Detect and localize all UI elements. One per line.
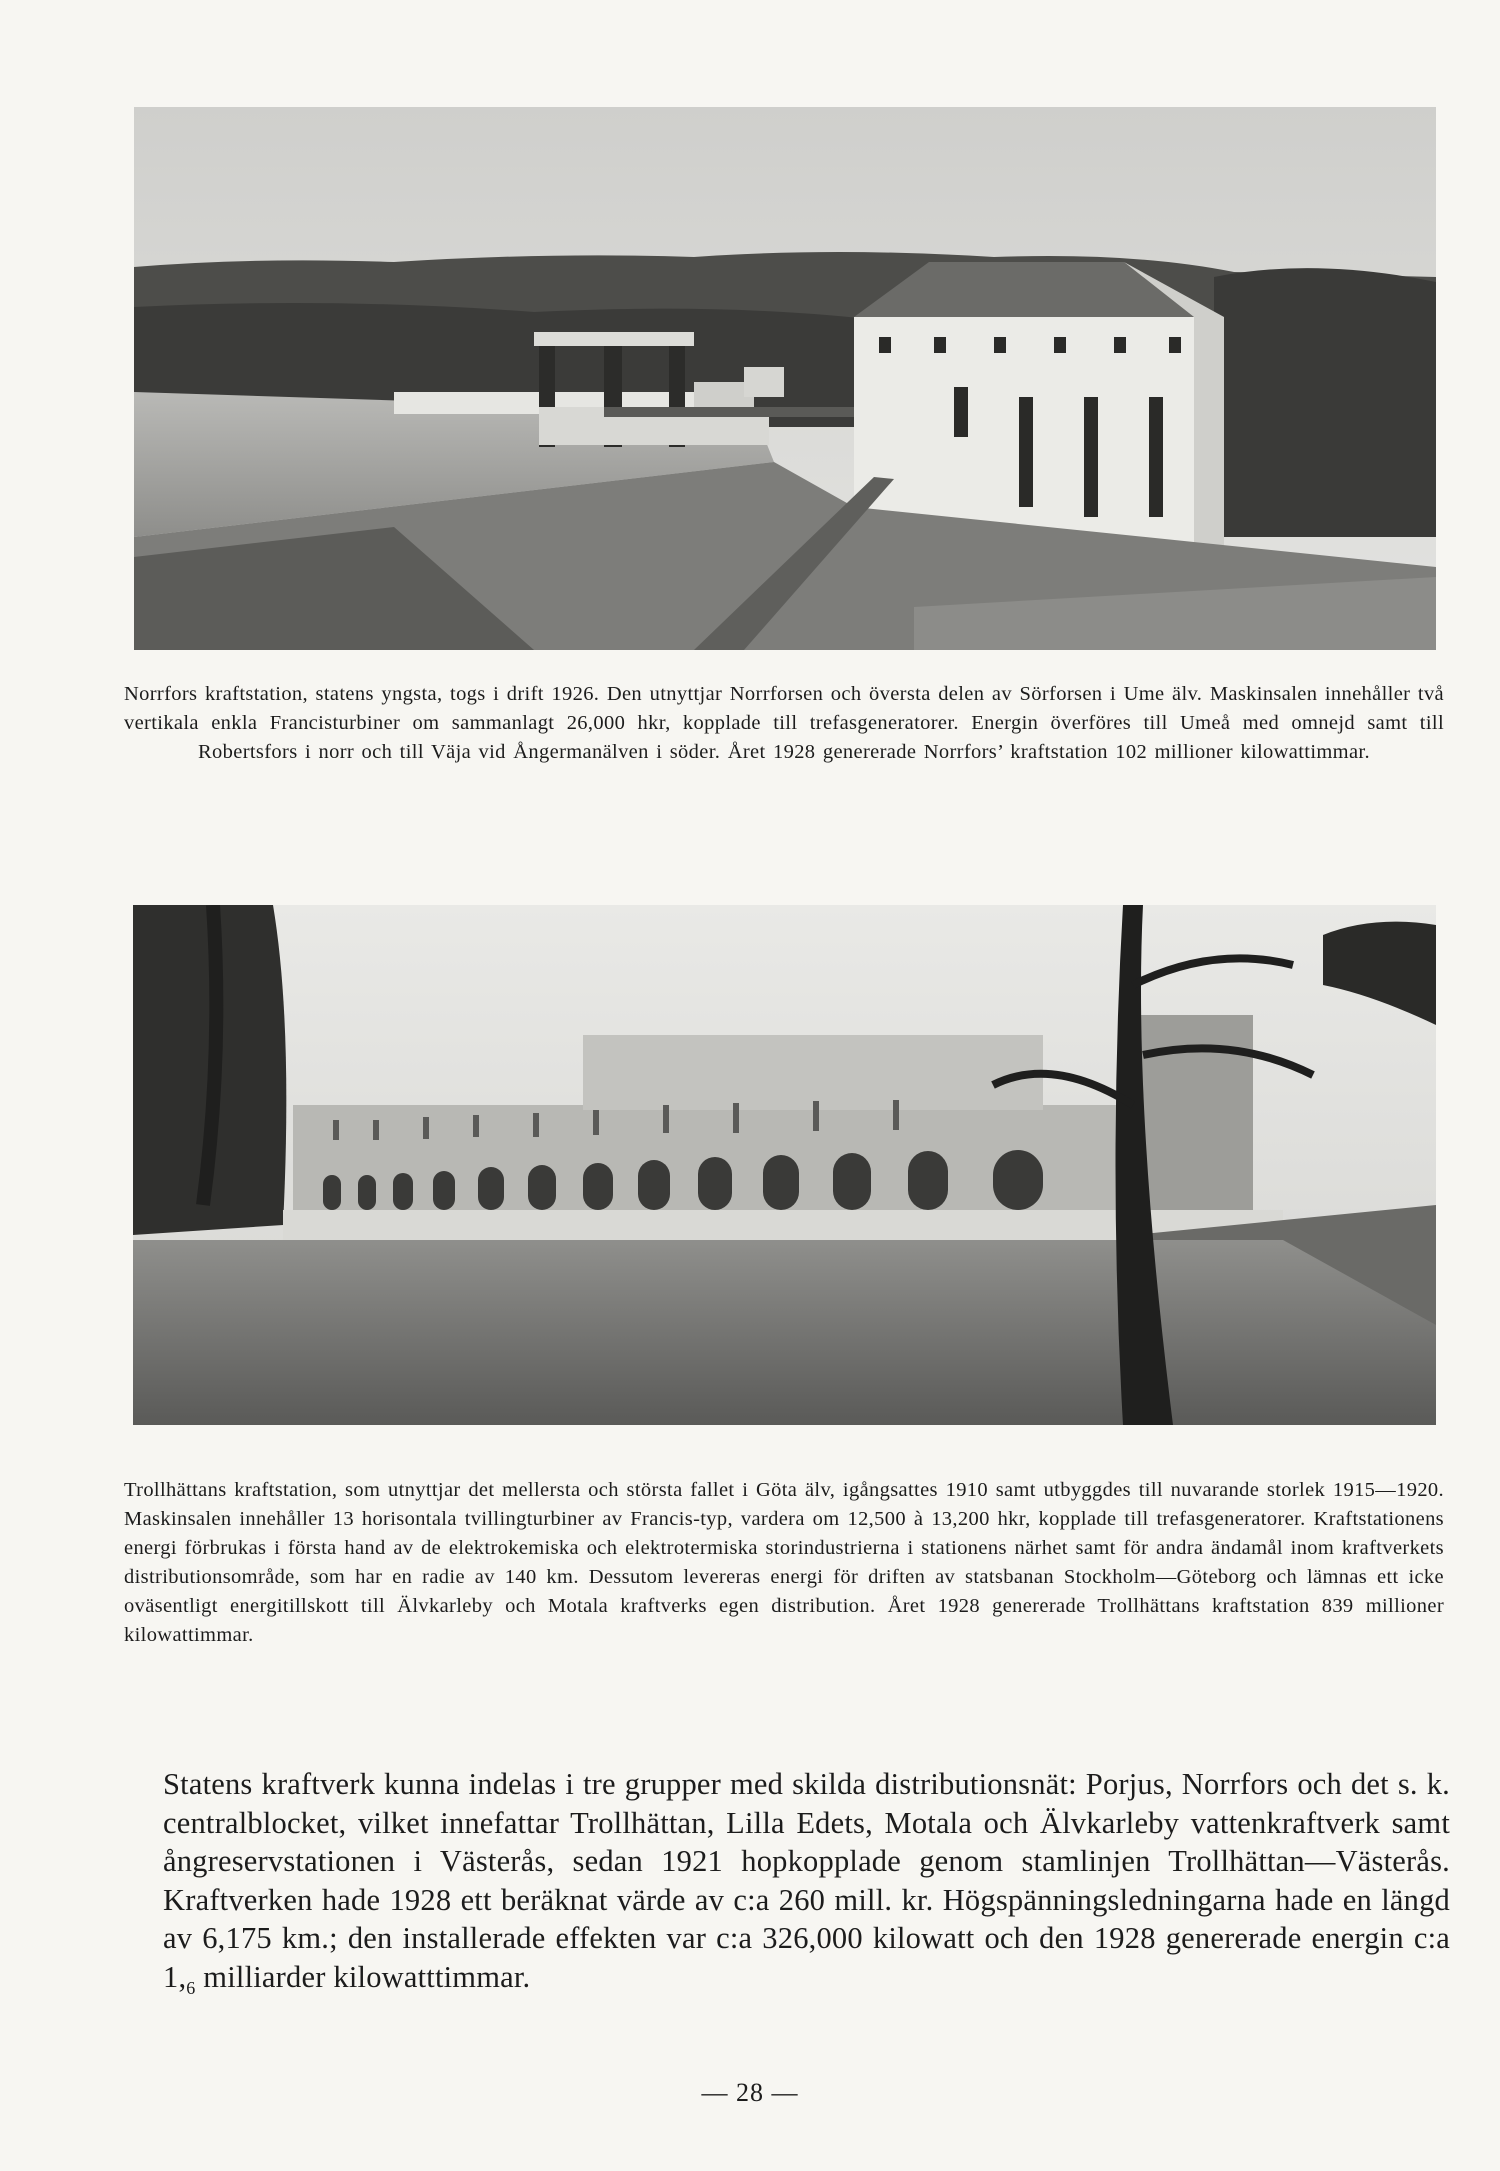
body-paragraph-subscript: 6 — [186, 1977, 196, 1998]
body-paragraph-text: Statens kraftverk kunna indelas i tre grupper med skilda distributionsnät: Porjus, Norrfors och det s. k. centralblocket, vilket innefattar Trollhättan, Lilla Edets, Motala och Älvkarleby vattenkraftverk samt ångreservstationen i Västerås, sedan 1921 hopkopplade genom stamlinjen Trollhättan—Västerås. Kraftverken hade 1928 ett beräknat värde av c:a 260 mill. kr. Högspänningsledningarna hade en längd av 6,175 km.; den installerade effekten var c:a 326,000 kilowatt och den 1928 genererade energin c:a 1, — [163, 1767, 1450, 1994]
photo-trollhattan-power-station — [133, 905, 1436, 1425]
body-paragraph-text-end: milliarder kilowatttimmar. — [195, 1959, 531, 1994]
photo-norrfors-illustration — [134, 107, 1436, 650]
photo-norrfors-power-station — [134, 107, 1436, 650]
figure-caption-trollhattan: Trollhättans kraftstation, som utnyttjar det mellersta och största fallet i Göta älv, igångsattes 1910 samt utbyggdes till nuvarande storlek 1915—1920. Maskinsalen innehåller 13 horisontala tvillingturbiner av Francis-typ, vardera om 12,500 à 13,200 hkr, kopplade till trefasgeneratorer. Kraftstationens energi förbrukas i första hand av de elektrokemiska och elektrotermiska storindustrierna i stationens närhet samt för andra ändamål inom kraftverkets distributionsområde, som har en radie av 140 km. Dessutom levereras energi för driften av statsbanan Stockholm—Göteborg och lämnas ett icke oväsentligt energitillskott till Älvkarleby och Motala kraftverks egen distribution. Året 1928 genererade Trollhättans kraftstation 839 millioner kilowattimmar. — [124, 1479, 1444, 1646]
body-paragraph — [163, 1765, 1450, 2007]
figure-caption-norrfors: Norrfors kraftstation, statens yngsta, togs i drift 1926. Den utnyttjar Norrforsen och översta delen av Sörforsen i Ume älv. Maskinsalen innehåller två vertikala enkla Francisturbiner om sammanlagt 26,000 hkr, kopplade till trefasgeneratorer. Energin överföres till Umeå med omnejd samt till Robertsfors i norr och till Väja vid Ångermanälven i söder. Året 1928 genererade Norrfors’ kraftstation 102 millioner kilowattimmar. — [124, 683, 1444, 763]
photo-trollhattan-illustration — [133, 905, 1436, 1425]
page-number: — 28 — — [701, 2078, 799, 2107]
